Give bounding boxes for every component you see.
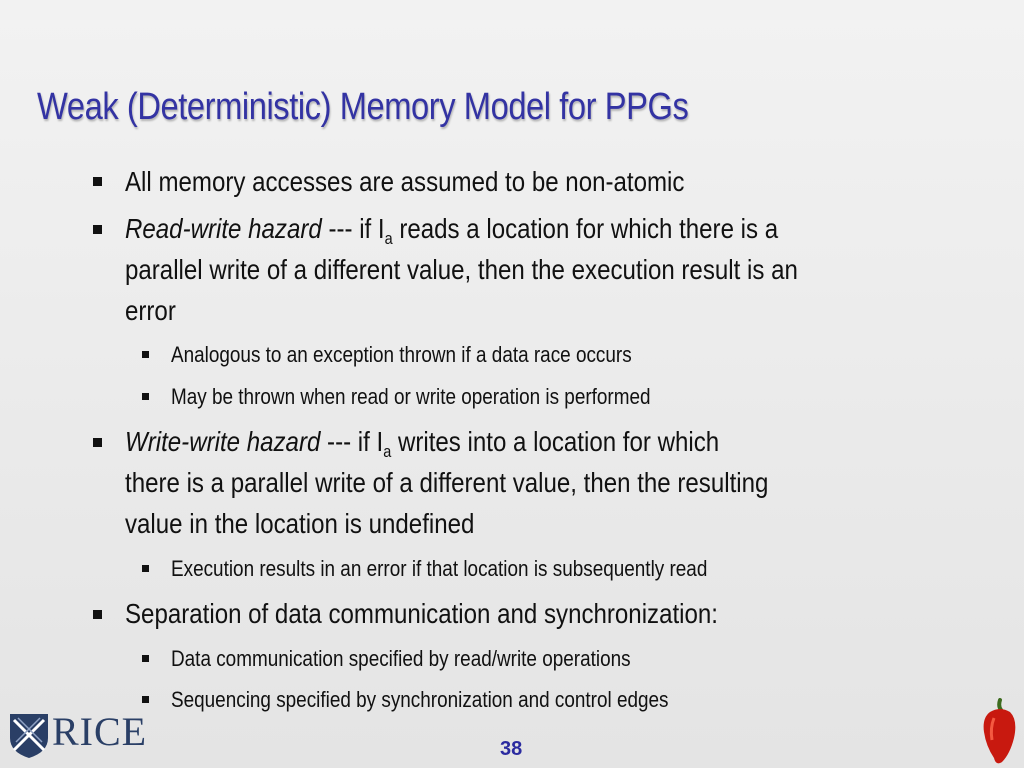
rice-shield-icon <box>8 712 50 760</box>
bullet-3-line-1: Write-write hazard --- if $I_a$ writes into a location for which <box>125 426 720 461</box>
sub-bullet-marker <box>142 655 149 662</box>
bullet-3-line-3: value in the location is undefined <box>125 508 475 539</box>
page-number: 38 <box>500 738 523 760</box>
sub-bullet-4-2: Sequencing specified by synchronization and control edges <box>171 687 669 712</box>
bullet-2-line-2: parallel write of a different value, then the execution result is an <box>125 254 798 285</box>
bullet-3-term: Write-write hazard <box>125 426 321 457</box>
rice-logo-text: RICE <box>52 709 148 754</box>
bullet-2-line-3: error <box>125 295 176 326</box>
slide-title: Weak (Deterministic) Memory Model for PPGs <box>37 86 689 128</box>
bullet-2-line-1: Read-write hazard --- if $I_a$ reads a location for which there is a <box>125 213 779 248</box>
sub-bullet-marker <box>142 393 149 400</box>
sub-bullet-4-1: Data communication specified by read/write operations <box>171 646 631 671</box>
sub-bullet-2-2: May be thrown when read or write operation is performed <box>171 384 651 409</box>
sub-bullet-2-1: Analogous to an exception thrown if a data race occurs <box>171 342 632 367</box>
sub-bullet-marker <box>142 351 149 358</box>
bullet-marker <box>93 177 102 186</box>
bullet-marker <box>93 438 102 447</box>
sub-bullet-marker <box>142 565 149 572</box>
bullet-1-text: All memory accesses are assumed to be non-atomic <box>125 166 685 197</box>
sub-bullet-marker <box>142 696 149 703</box>
bullet-4-text: Separation of data communication and synchronization: <box>125 598 718 629</box>
bullet-marker <box>93 610 102 619</box>
chili-pepper-icon <box>976 698 1020 766</box>
bullet-2-term: Read-write hazard <box>125 213 322 244</box>
bullet-3-line-2: there is a parallel write of a different value, then the resulting <box>125 467 769 498</box>
bullet-marker <box>93 225 102 234</box>
sub-bullet-3-1: Execution results in an error if that location is subsequently read <box>171 556 708 581</box>
